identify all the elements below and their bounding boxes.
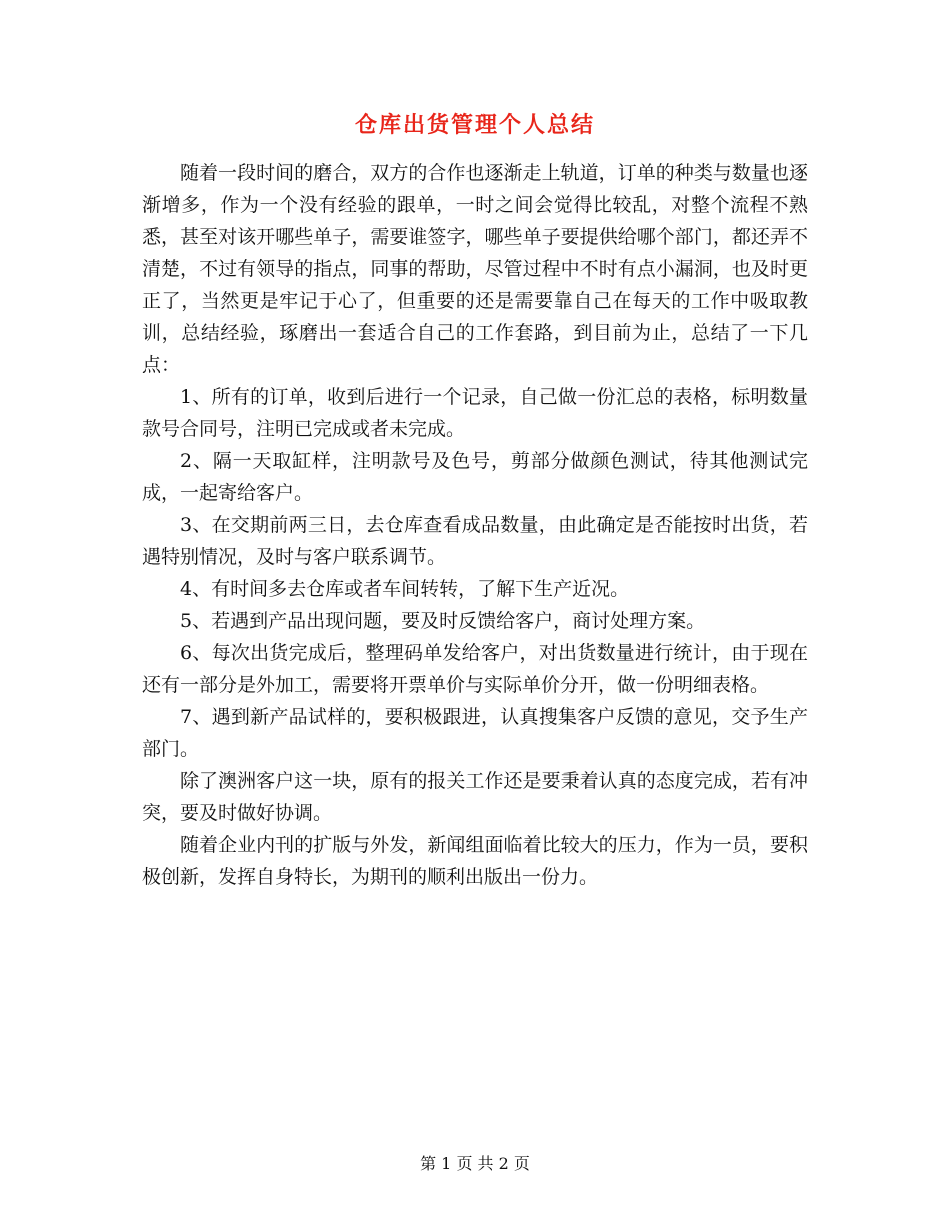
- point-6-paragraph: 6、每次出货完成后，整理码单发给客户，对出货数量进行统计，由于现在还有一部分是外加工，需要将开票单价与实际单价分开，做一份明细表格。: [142, 642, 808, 696]
- point-4-paragraph: 4、有时间多去仓库或者车间转转，了解下生产近况。: [180, 578, 630, 600]
- point-3-paragraph: 3、在交期前两三日，去仓库查看成品数量，由此确定是否能按时出货，若遇特别情况，及时与客户联系调节。: [142, 514, 808, 568]
- customs-paragraph: 除了澳洲客户这一块，原有的报关工作还是要秉着认真的态度完成，若有冲突，要及时做好协调。: [142, 770, 808, 824]
- page-footer: 第 1 页 共 2 页: [420, 1154, 530, 1173]
- point-2-paragraph: 2、隔一天取缸样，注明款号及色号，剪部分做颜色测试，待其他测试完成，一起寄给客户。: [142, 450, 808, 504]
- document-title: 仓库出货管理个人总结: [354, 112, 595, 138]
- point-7-paragraph: 7、遇到新产品试样的，要积极跟进，认真搜集客户反馈的意见，交予生产部门。: [142, 706, 808, 760]
- point-5-paragraph: 5、若遇到产品出现问题，要及时反馈给客户，商讨处理方案。: [180, 610, 706, 632]
- intro-paragraph: 随着一段时间的磨合，双方的合作也逐渐走上轨道，订单的种类与数量也逐渐增多，作为一个没有经验的跟单，一时之间会觉得比较乱，对整个流程不熟悉，甚至对该开哪些单子，需要谁签字，哪些单子要提供给哪个部门，都还弄不清楚，不过有领导的指点，同事的帮助，尽管过程中不时有点小漏洞，也及时更正了，当然更是牢记于心了，但重要的还是需要靠自己在每天的工作中吸取教训，总结经验，琢磨出一套适合自己的工作套路，到目前为止，总结了一下几点：: [142, 162, 808, 376]
- document-body: [142, 157, 808, 893]
- closing-paragraph: 随着企业内刊的扩版与外发，新闻组面临着比较大的压力，作为一员，要积极创新，发挥自身特长，为期刊的顺利出版出一份力。: [142, 834, 808, 888]
- point-1-paragraph: 1、所有的订单，收到后进行一个记录，自己做一份汇总的表格，标明数量款号合同号，注明已完成或者未完成。: [142, 386, 808, 440]
